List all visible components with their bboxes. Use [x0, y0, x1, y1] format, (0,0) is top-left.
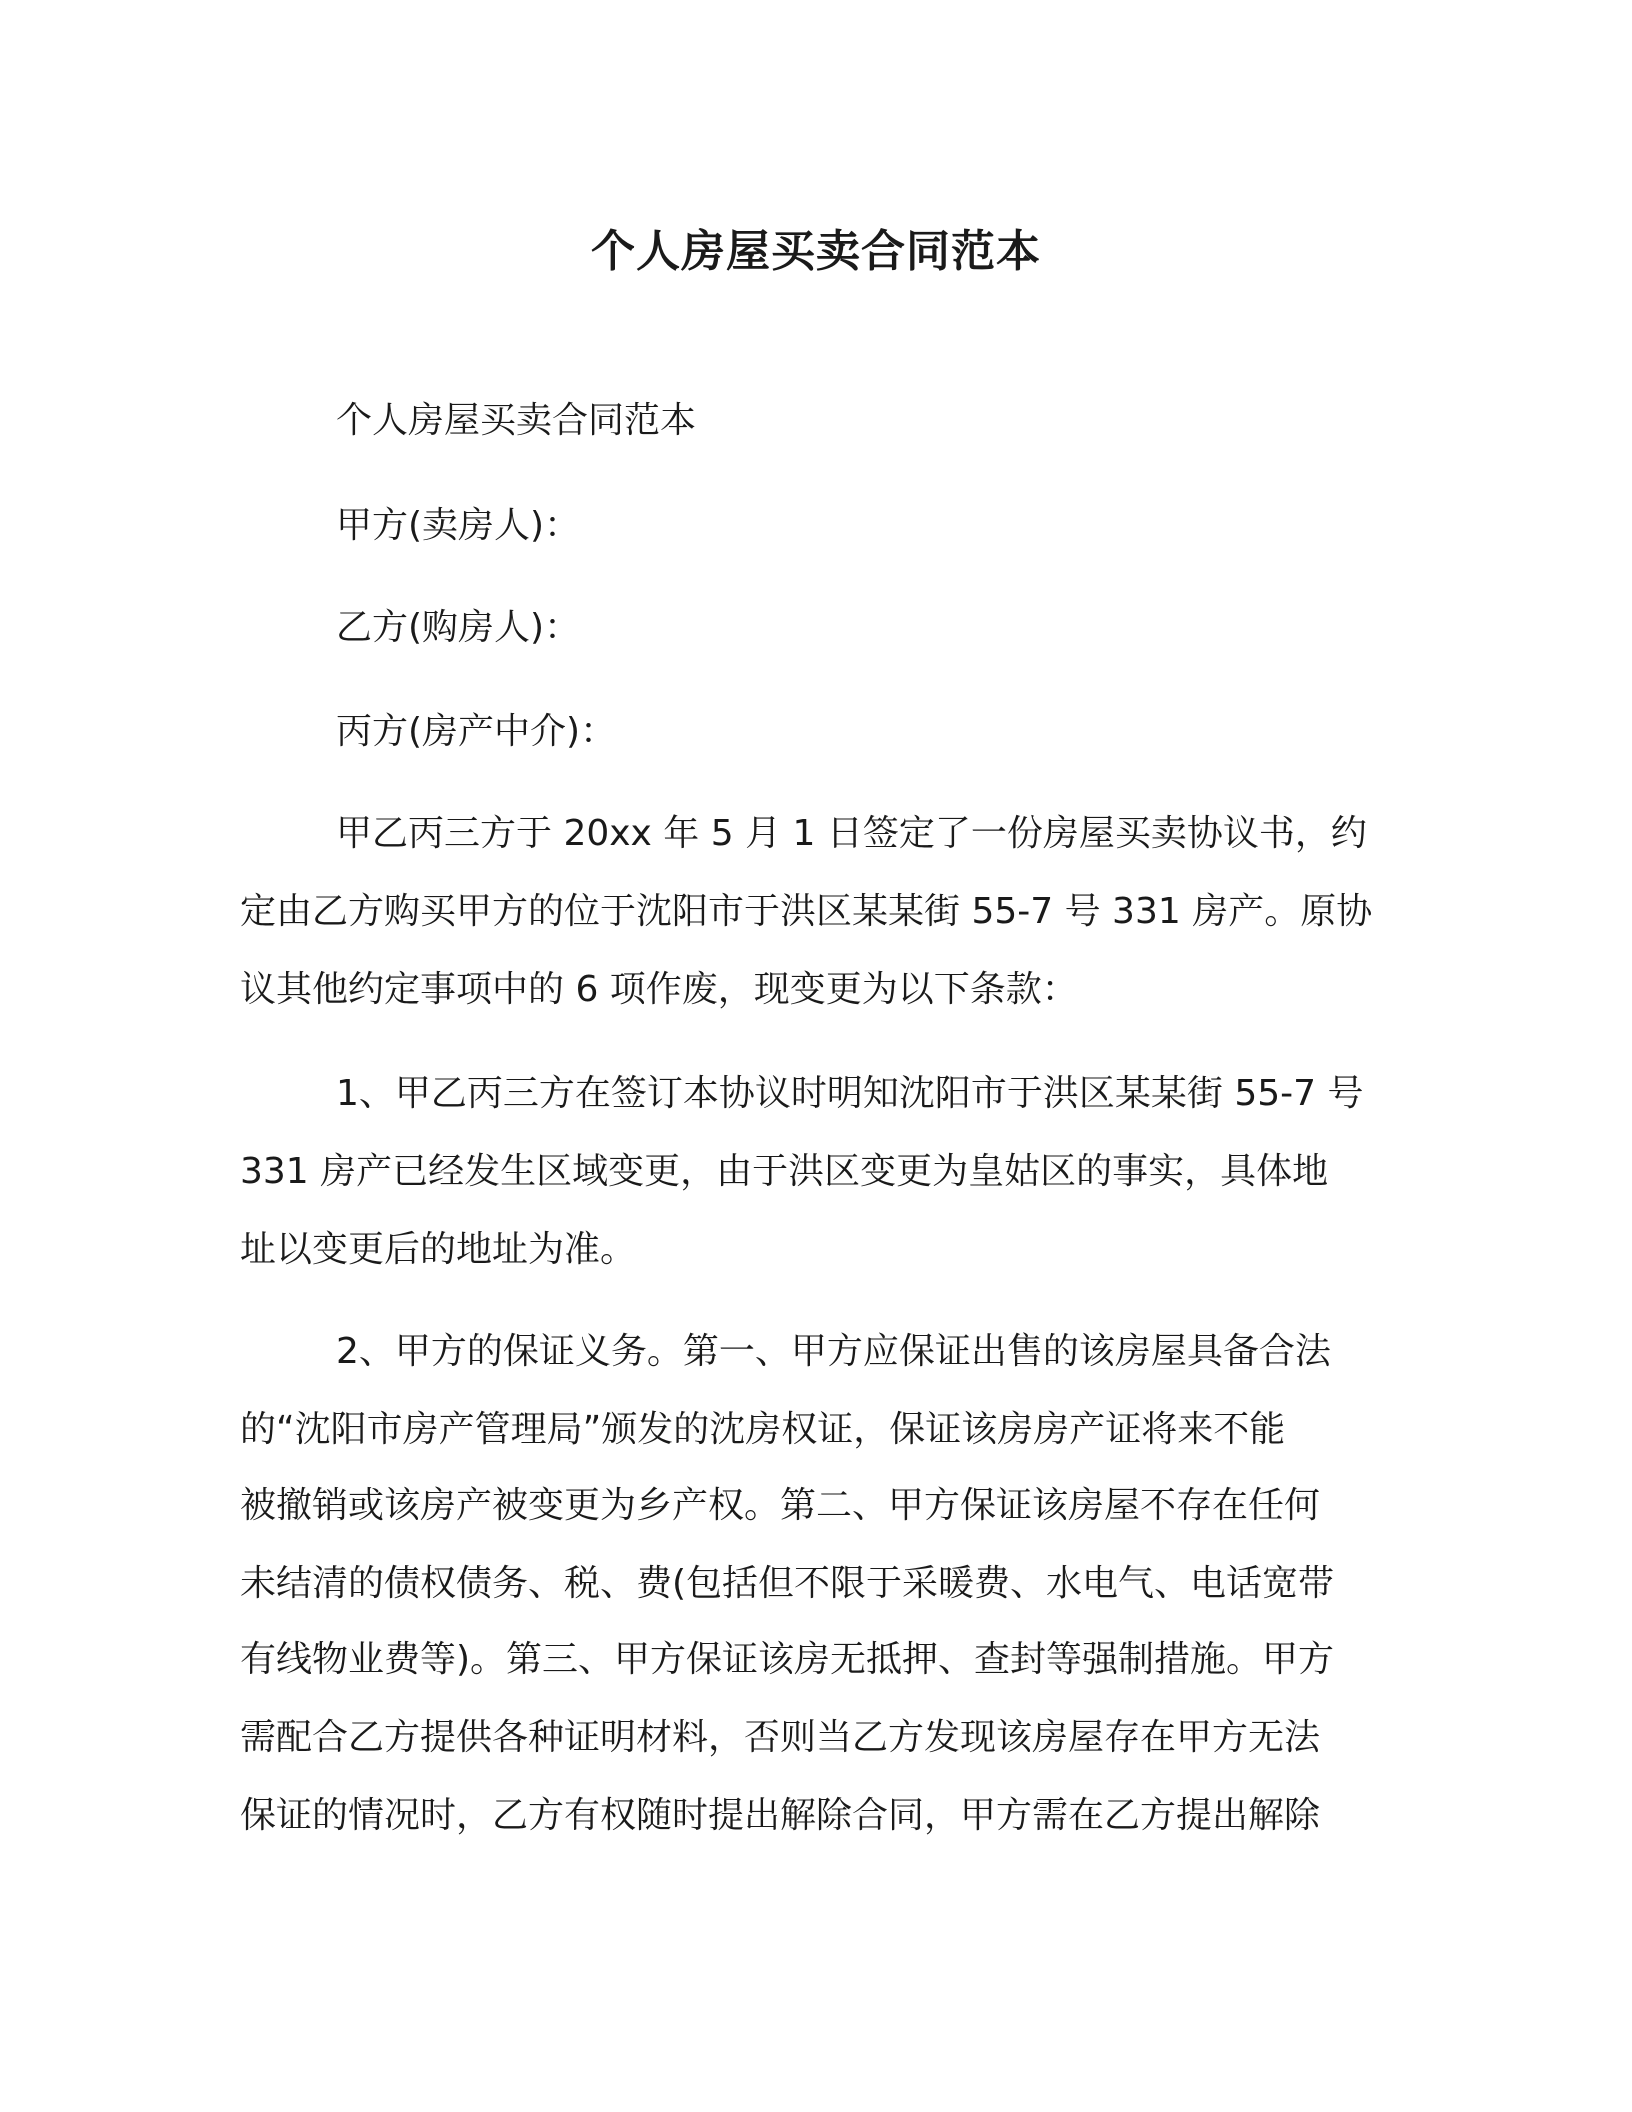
intro-line: 议其他约定事项中的 6 项作废，现变更为以下条款： [240, 969, 1078, 1010]
document-title: 个人房屋买卖合同范本 [591, 226, 1041, 277]
clause-2-line: 被撤销或该房产被变更为乡产权。第二、甲方保证该房屋不存在任何 [240, 1485, 1321, 1526]
intro-line: 甲乙丙三方于 20xx 年 5 月 1 日签定了一份房屋买卖协议书，约 [336, 813, 1367, 854]
party-b-label: 乙方(购房人)： [336, 607, 581, 648]
party-a-label: 甲方(卖房人)： [336, 505, 581, 546]
intro-line: 定由乙方购买甲方的位于沈阳市于洪区某某街 55-7 号 331 房产。原协 [240, 891, 1373, 932]
document-subtitle: 个人房屋买卖合同范本 [336, 400, 697, 441]
clause-2-line: 未结清的债权债务、税、费(包括但不限于采暖费、水电气、电话宽带 [240, 1563, 1335, 1604]
clause-1-line: 1、甲乙丙三方在签订本协议时明知沈阳市于洪区某某街 55-7 号 [336, 1073, 1364, 1114]
clause-2-line: 保证的情况时，乙方有权随时提出解除合同，甲方需在乙方提出解除 [240, 1795, 1321, 1836]
clause-2-line: 的“沈阳市房产管理局”颁发的沈房权证，保证该房房产证将来不能 [240, 1409, 1286, 1450]
clause-1-line: 址以变更后的地址为准。 [240, 1229, 637, 1270]
clause-2-line: 有线物业费等)。第三、甲方保证该房无抵押、查封等强制措施。甲方 [240, 1639, 1335, 1680]
clause-2-line: 2、甲方的保证义务。第一、甲方应保证出售的该房屋具备合法 [336, 1331, 1331, 1372]
party-c-label: 丙方(房产中介)： [336, 711, 617, 752]
clause-1-line: 331 房产已经发生区域变更，由于洪区变更为皇姑区的事实，具体地 [240, 1151, 1329, 1192]
clause-2-line: 需配合乙方提供各种证明材料，否则当乙方发现该房屋存在甲方无法 [240, 1717, 1321, 1758]
